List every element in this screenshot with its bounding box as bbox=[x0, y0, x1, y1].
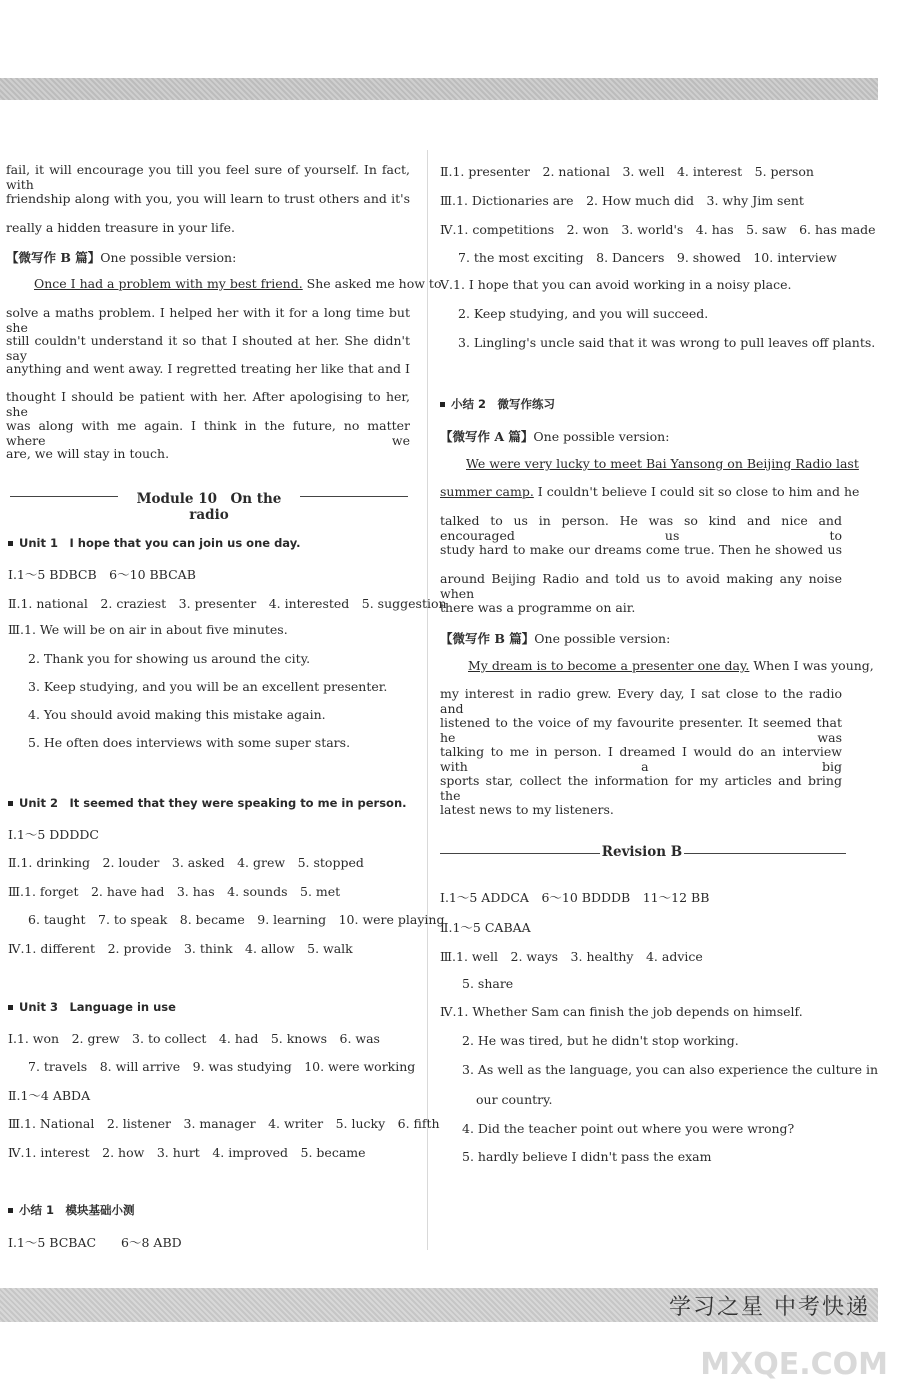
heading-rule bbox=[10, 496, 118, 497]
underlined-sentence: Once I had a problem with my best friend. bbox=[34, 276, 303, 291]
writing-b-title: 【微写作 B 篇】 bbox=[6, 250, 101, 265]
answer-line: 4. Did the teacher point out where you were wrong? bbox=[462, 1121, 795, 1136]
answer-line: Ⅰ.1. won 2. grew 3. to collect 4. had 5. knows 6. was bbox=[8, 1031, 380, 1046]
answer-line: 3. As well as the language, you can also experience the culture in bbox=[462, 1062, 879, 1077]
answer-line: Ⅳ.1. different 2. provide 3. think 4. allow 5. walk bbox=[8, 941, 353, 956]
answer-line: Ⅴ.1. I hope that you can avoid working in a noisy place. bbox=[440, 277, 792, 292]
answer-line: Ⅱ.1～5 CABAA bbox=[440, 920, 531, 935]
answer-line: 5. hardly believe I didn't pass the exam bbox=[462, 1149, 712, 1164]
writing-b-sub: One possible version: bbox=[534, 631, 671, 646]
heading-rule bbox=[440, 853, 600, 854]
answer-line: Ⅳ.1. Whether Sam can finish the job depends on himself. bbox=[440, 1004, 803, 1019]
writing-b-title: 【微写作 B 篇】 bbox=[440, 631, 535, 646]
text-run: I couldn't believe I could sit so close to him and he bbox=[533, 484, 860, 499]
text-line bbox=[468, 658, 874, 673]
answer-line: Ⅱ.1. national 2. craziest 3. presenter 4. interested 5. suggestion bbox=[8, 596, 447, 611]
answer-line: 5. He often does interviews with some super stars. bbox=[28, 735, 351, 750]
answer-line: 2. Thank you for showing us around the city. bbox=[28, 651, 311, 666]
unit-title-text: Unit 3 Language in use bbox=[19, 1000, 176, 1014]
text-line: was along with me again. I think in the future, no matter where we bbox=[6, 418, 410, 448]
text-line: my interest in radio grew. Every day, I sat close to the radio and bbox=[440, 686, 842, 716]
answer-line: 3. Lingling's uncle said that it was wrong to pull leaves off plants. bbox=[458, 335, 876, 350]
answer-line: Ⅲ.1. We will be on air in about five minutes. bbox=[8, 622, 288, 637]
answer-line: Ⅳ.1. competitions 2. won 3. world's 4. has 5. saw 6. has made bbox=[440, 222, 876, 237]
answer-line: Ⅳ.1. interest 2. how 3. hurt 4. improved 5. became bbox=[8, 1145, 366, 1160]
answer-line: 2. Keep studying, and you will succeed. bbox=[458, 306, 709, 321]
text-line: talked to us in person. He was so kind and nice and encouraged us to bbox=[440, 513, 842, 543]
answer-line: 7. the most exciting 8. Dancers 9. showed 10. interview bbox=[458, 250, 837, 265]
column-divider bbox=[427, 150, 428, 1250]
answer-line: 3. Keep studying, and you will be an excellent presenter. bbox=[28, 679, 388, 694]
text-line: are, we will stay in touch. bbox=[6, 446, 170, 461]
text-line: around Beijing Radio and told us to avoid making any noise when bbox=[440, 571, 842, 601]
module-heading: Module 10 On the radio bbox=[136, 491, 282, 523]
text-line: still couldn't understand it so that I shouted at her. She didn't say bbox=[6, 333, 410, 363]
text-line: talking to me in person. I dreamed I would do an interview with a big bbox=[440, 744, 842, 774]
watermark: MXQE.COM bbox=[700, 1347, 888, 1382]
answer-line: our country. bbox=[476, 1092, 553, 1107]
text-line bbox=[34, 276, 441, 291]
underlined-sentence: summer camp. bbox=[440, 484, 534, 499]
writing-b-sub: One possible version: bbox=[100, 250, 237, 265]
unit1-title bbox=[8, 535, 301, 551]
writing-a-title: 【微写作 A 篇】 bbox=[440, 429, 534, 444]
answer-line: Ⅰ.1～5 BCBAC 6～8 ABD bbox=[8, 1235, 182, 1250]
answer-line: 6. taught 7. to speak 8. became 9. learning 10. were playing bbox=[28, 912, 445, 927]
bullet-square-icon bbox=[8, 541, 13, 546]
footer-brand: 学习之星 中考快递 bbox=[669, 1295, 870, 1320]
summary2-title bbox=[440, 396, 555, 412]
text-line: study hard to make our dreams come true. Then he showed us bbox=[440, 542, 842, 557]
text-run: When I was young, bbox=[749, 658, 874, 673]
text-line bbox=[466, 456, 859, 471]
text-line: there was a programme on air. bbox=[440, 600, 636, 615]
answer-line: Ⅰ.1～5 BDBCB 6～10 BBCAB bbox=[8, 567, 196, 582]
bullet-square-icon bbox=[8, 1005, 13, 1010]
text-line: sports star, collect the information for my articles and bring the bbox=[440, 773, 842, 803]
unit-title-text: 小结 1 模块基础小测 bbox=[19, 1203, 135, 1217]
underlined-sentence: My dream is to become a presenter one day. bbox=[468, 658, 750, 673]
text-line: solve a maths problem. I helped her with it for a long time but she bbox=[6, 305, 410, 335]
section-label bbox=[6, 248, 236, 266]
answer-line: Ⅰ.1～5 ADDCA 6～10 BDDDB 11～12 BB bbox=[440, 890, 710, 905]
text-line: latest news to my listeners. bbox=[440, 802, 614, 817]
answer-line: Ⅱ.1～4 ABDA bbox=[8, 1088, 91, 1103]
text-run: She asked me how to bbox=[302, 276, 442, 291]
header-band bbox=[0, 78, 878, 100]
heading-rule bbox=[684, 853, 846, 854]
answer-line: 5. share bbox=[462, 976, 514, 991]
bullet-square-icon bbox=[440, 402, 445, 407]
answer-line: Ⅱ.1. presenter 2. national 3. well 4. interest 5. person bbox=[440, 164, 814, 179]
answer-line: Ⅱ.1. drinking 2. louder 3. asked 4. grew 5. stopped bbox=[8, 855, 364, 870]
unit-title-text: 小结 2 微写作练习 bbox=[451, 397, 556, 411]
section-label bbox=[440, 427, 669, 445]
unit2-title bbox=[8, 795, 407, 811]
answer-line: 4. You should avoid making this mistake again. bbox=[28, 707, 326, 722]
summary1-title bbox=[8, 1202, 135, 1218]
unit3-title bbox=[8, 999, 176, 1015]
heading-rule bbox=[300, 496, 408, 497]
text-line: fail, it will encourage you till you feel sure of yourself. In fact, with bbox=[6, 162, 410, 192]
answer-line: Ⅲ.1. well 2. ways 3. healthy 4. advice bbox=[440, 949, 703, 964]
text-line: anything and went away. I regretted treating her like that and I bbox=[6, 361, 410, 376]
unit-title-text: Unit 2 It seemed that they were speaking to me in person. bbox=[19, 796, 407, 810]
answer-line: 7. travels 8. will arrive 9. was studying 10. were working bbox=[28, 1059, 416, 1074]
bullet-square-icon bbox=[8, 801, 13, 806]
answer-line: 2. He was tired, but he didn't stop working. bbox=[462, 1033, 739, 1048]
underlined-sentence: We were very lucky to meet Bai Yansong on Beijing Radio last bbox=[466, 456, 859, 471]
text-line bbox=[440, 484, 859, 499]
writing-a-sub: One possible version: bbox=[533, 429, 670, 444]
text-line: really a hidden treasure in your life. bbox=[6, 220, 236, 235]
bullet-square-icon bbox=[8, 1208, 13, 1213]
answer-line: Ⅲ.1. forget 2. have had 3. has 4. sounds 5. met bbox=[8, 884, 341, 899]
section-label bbox=[440, 629, 670, 647]
text-line: thought I should be patient with her. After apologising to her, she bbox=[6, 389, 410, 419]
unit-title-text: Unit 1 I hope that you can join us one day. bbox=[19, 536, 301, 550]
text-line: listened to the voice of my favourite presenter. It seemed that he was bbox=[440, 715, 842, 745]
text-line: friendship along with you, you will learn to trust others and it's bbox=[6, 191, 410, 206]
answer-line: Ⅰ.1～5 DDDDC bbox=[8, 827, 99, 842]
revision-heading: Revision B bbox=[601, 844, 683, 860]
answer-line: Ⅲ.1. Dictionaries are 2. How much did 3. why Jim sent bbox=[440, 193, 804, 208]
answer-line: Ⅲ.1. National 2. listener 3. manager 4. writer 5. lucky 6. fifth bbox=[8, 1116, 440, 1131]
